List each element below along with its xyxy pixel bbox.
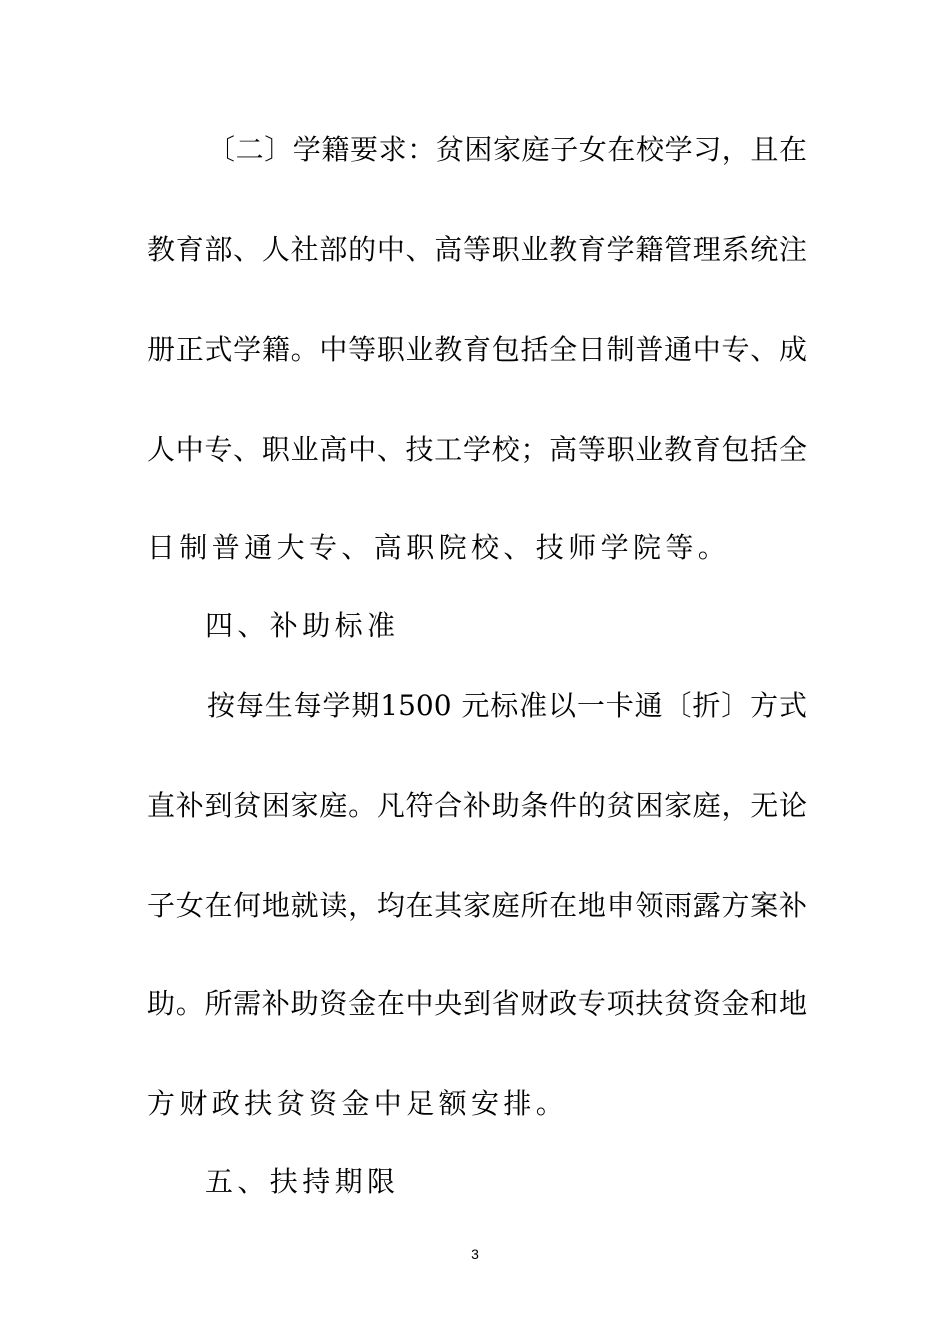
paragraph-line: 册正式学籍。中等职业教育包括全日制普通中专、成 bbox=[147, 333, 807, 366]
section-heading: 四、补助标准 bbox=[205, 609, 400, 642]
paragraph-line: 直补到贫困家庭。凡符合补助条件的贫困家庭，无论 bbox=[147, 789, 807, 822]
paragraph-line: 方财政扶贫资金中足额安排。 bbox=[147, 1087, 569, 1120]
paragraph-line: 日制普通大专、高职院校、技师学院等。 bbox=[147, 531, 731, 564]
paragraph-line: 教育部、人社部的中、高等职业教育学籍管理系统注 bbox=[147, 233, 807, 266]
page-number: 3 bbox=[471, 1246, 479, 1262]
paragraph-line: 〔二〕学籍要求：贫困家庭子女在校学习，且在 bbox=[207, 133, 807, 166]
section-heading: 五、扶持期限 bbox=[205, 1165, 400, 1198]
paragraph-line: 助。所需补助资金在中央到省财政专项扶贫资金和地 bbox=[147, 987, 807, 1020]
paragraph-line: 子女在何地就读，均在其家庭所在地申领雨露方案补 bbox=[147, 889, 807, 922]
paragraph-line: 按每生每学期1500 元标准以一卡通〔折〕方式 bbox=[207, 689, 807, 722]
paragraph-line: 人中专、职业高中、技工学校；高等职业教育包括全 bbox=[147, 433, 807, 466]
